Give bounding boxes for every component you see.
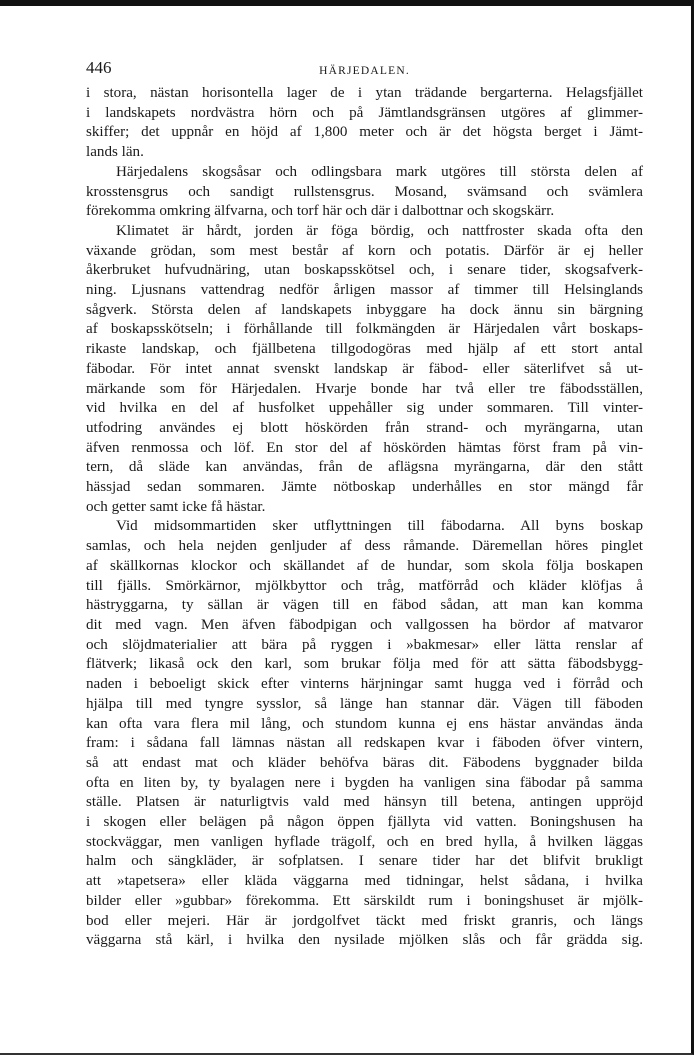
page-header	[86, 58, 643, 84]
text-line: hästryggarna, ty sällan är vägen till en fäbod sådan, att man kan komma	[86, 597, 643, 614]
text-line: halm och sängkläder, är sofplatsen. I senare tider har det blifvit brukligt	[86, 853, 643, 870]
text-line: att »tapetsera» eller kläda väggarna med tidningar, helst sådana, i hvilka	[86, 873, 643, 890]
text-line: flätverk; likaså ock den karl, som brukar följa med för att sätta fäbodsbygg-	[86, 656, 643, 673]
text-line: växande grödan, som mest består af korn och potatis. Därför är ej heller	[86, 242, 643, 259]
text-line: utfodring användes ej blott höskörden från strand- och myrängarna, utan	[86, 419, 643, 436]
text-line: hässjad sedan sommaren. Jämte nötboskap underhålles en stor mängd får	[86, 479, 643, 496]
text-line: äfven renmossa och löf. En stor del af höskörden hämtas först fram på vin-	[86, 439, 643, 456]
text-line: hjälpa till med tyngre sysslor, så länge han stannar där. Vägen till fäboden	[86, 695, 643, 712]
paragraph	[86, 222, 643, 518]
paragraph	[86, 163, 643, 222]
text-line: ofta en liten by, ty byalagen nere i bygden ha vanligen sina fäbodar på samma	[86, 774, 643, 791]
text-line: fäbodar. För intet annat svenskt landskap är fäbod- eller säterlifvet så ut-	[86, 360, 643, 377]
body-text	[86, 84, 643, 951]
text-line: stockväggar, men vanligen hyflade trägolf, och en bred hylla, å hvilken läggas	[86, 833, 643, 850]
text-line: tern, då släde kan användas, från de aflägsna myrängarna, där den stått	[86, 459, 643, 476]
text-line: i stora, nästan horisontella lager de i ytan trädande bergarterna. Helagsfjället	[86, 85, 643, 101]
text-line: Härjedalens skogsåsar och odlingsbara mark utgöres till största delen af	[116, 163, 643, 180]
paragraph	[86, 517, 643, 950]
text-line: sågverk. Största delen af landskapets inbyggare ha dock ännu sin bärgning	[86, 301, 643, 318]
text-line: förekomma omkring älfvarna, och torf här och där i dalbottnar och skogskärr.	[86, 203, 555, 220]
text-line: vid hvilka en del af husfolket uppehåller sig under sommaren. Till vinter-	[86, 400, 643, 417]
text-line: och slöjdmaterialier att bära på ryggen i »bakmesar» eller lätta renslar af	[86, 636, 643, 653]
text-line: bod eller mejeri. Här är jordgolfvet täckt med friskt granris, och längs	[86, 912, 643, 929]
text-line: skiffer; det uppnår en höjd af 1,800 meter och är det högsta berget i Jämt-	[86, 124, 643, 141]
text-line: åkerbruket hufvudnäring, utan boskapsskötsel och, i senare tider, skogsafverk-	[86, 262, 643, 279]
text-line: Vid midsommartiden sker utflyttningen till fäbodarna. All byns boskap	[116, 518, 643, 535]
book-page	[86, 58, 643, 951]
text-line: af boskapsskötseln; i förhållande till folkmängden är Härjedalen vårt boskaps-	[86, 321, 643, 338]
text-line: till fjälls. Smörkärnor, mjölkbyttor och tråg, matförråd och kläder klöfjas å	[86, 577, 643, 594]
text-line: samlas, och hela nejden genljuder af dess råmande. Däremellan höres pinglet	[86, 538, 643, 555]
paragraph	[86, 84, 643, 163]
text-line: bilder eller »gubbar» förekomma. Ett särskildt rum i boningshuset är mjölk-	[86, 892, 643, 909]
text-line: fram: i sådana fall lämnas nästan all redskapen kvar i fäboden öfver vintern,	[86, 735, 643, 752]
text-line: kan ofta vara flera mil lång, och stundom kunna ej ens hästar användas ända	[86, 715, 643, 732]
text-line: dit med vagn. Men äfven fäbodpigan och vallgossen ha bördor af matvaror	[86, 616, 643, 633]
text-line: och getter samt icke få hästar.	[86, 498, 266, 515]
text-line: af skällkornas klockor och skällandet af de hundar, som skola följa boskapen	[86, 557, 643, 574]
text-line: naden i beboeligt skick efter vinterns härjningar samt hugga ved i förråd och	[86, 676, 643, 693]
text-line: krosstensgrus och sandigt rullstensgrus. Mosand, svämsand och svämlera	[86, 183, 643, 200]
text-line: i skogen eller belägen på någon öppen fjällyta vid vatten. Boningshusen ha	[86, 814, 643, 831]
page-number: 446	[86, 58, 112, 77]
text-line: ning. Ljusnans vattendrag nedför årligen massor af timmer till Helsinglands	[86, 282, 643, 299]
text-line: väggarna stå kärl, i hvilka den nysilade mjölken slås och får grädda sig.	[86, 932, 643, 949]
text-line: lands län.	[86, 144, 144, 161]
text-line: Klimatet är hårdt, jorden är föga bördig, och nattfroster skada ofta den	[116, 222, 643, 239]
text-line: i landskapets nordvästra hörn och på Jämtlandsgränsen utgöres af glimmer-	[86, 104, 643, 121]
text-line: ställe. Platsen är naturligtvis vald med hänsyn till betena, antingen uppröjd	[86, 794, 643, 811]
text-line: märkande som för Härjedalen. Hvarje bonde har två eller tre fäbodsställen,	[86, 380, 643, 397]
running-title: HÄRJEDALEN.	[319, 65, 410, 77]
text-line: så att endast mat och kläder behöfva bäras dit. Fäbodens byggnader bilda	[86, 754, 643, 771]
text-line: rikaste landskap, och fjällbetena tillgodogöras med hjälp af ett stort antal	[86, 341, 643, 358]
